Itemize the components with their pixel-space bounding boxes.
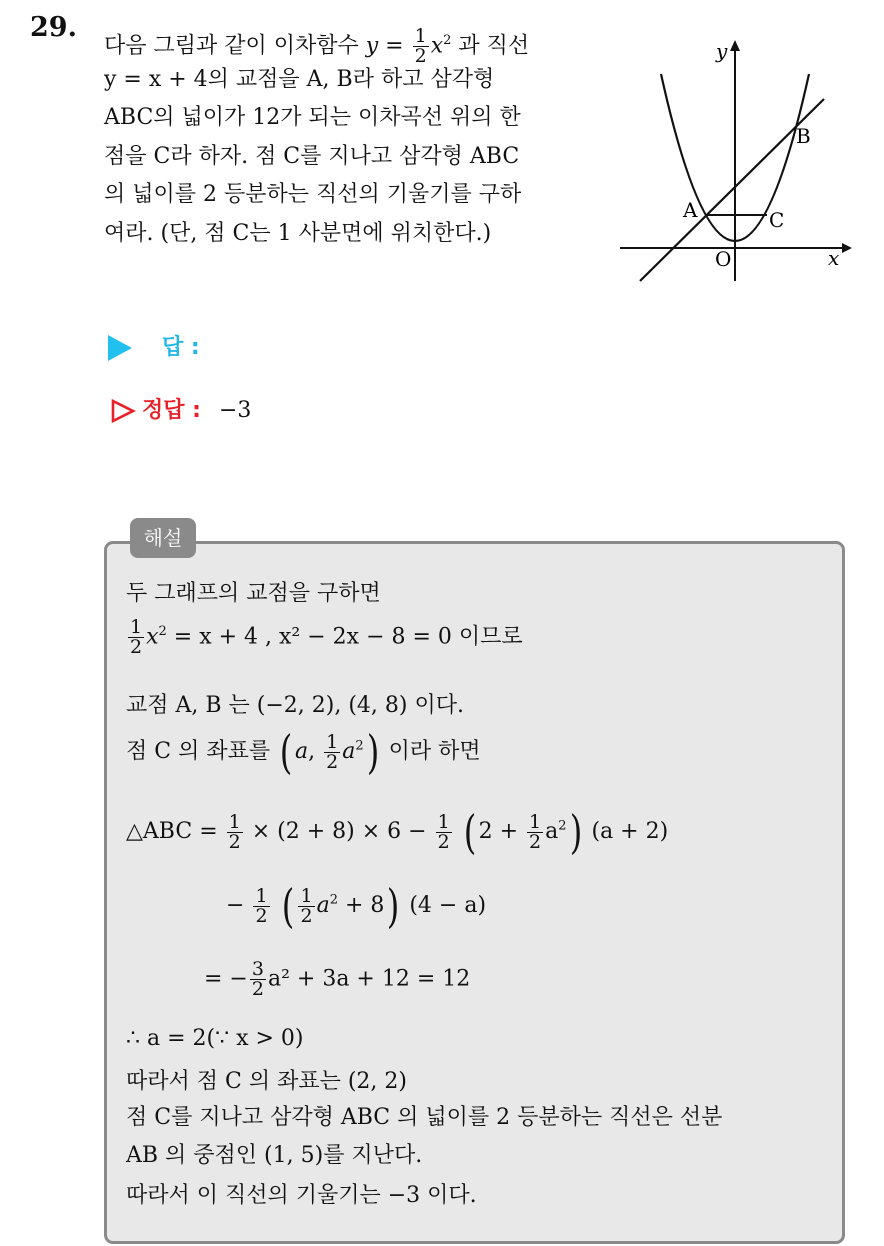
solution-line-5-mid: × (2 + 8) × 6 − bbox=[244, 819, 434, 844]
var-y: y bbox=[365, 33, 379, 59]
fraction-half bbox=[227, 810, 243, 853]
fraction-half bbox=[128, 618, 144, 657]
play-triangle-icon bbox=[108, 335, 132, 361]
numerator: 1 bbox=[255, 884, 268, 907]
solution-line-1: 두 그래프의 교점을 구하면 bbox=[126, 581, 381, 606]
answer-label: 답 : bbox=[162, 335, 200, 360]
fraction-half bbox=[527, 810, 543, 853]
numerator: 1 bbox=[130, 616, 143, 638]
denominator: 2 bbox=[414, 44, 427, 67]
numerator: 1 bbox=[437, 810, 450, 833]
question-line-4: 점을 C라 하자. 점 C를 지나고 삼각형 ABC bbox=[104, 143, 520, 169]
solution-line-2-rest: = x + 4 , x² − 2x − 8 = 0 이므로 bbox=[166, 624, 523, 650]
point-c-label: C bbox=[769, 208, 785, 232]
denominator: 2 bbox=[228, 830, 241, 853]
fraction-half bbox=[324, 730, 340, 773]
point-b-label: B bbox=[796, 124, 811, 148]
origin-label: O bbox=[715, 247, 732, 271]
solution-line-3: 교점 A, B 는 (−2, 2), (4, 8) 이다. bbox=[126, 693, 464, 718]
numerator: 3 bbox=[251, 958, 264, 980]
solution-line-9: 따라서 점 C 의 좌표는 (2, 2) bbox=[126, 1069, 407, 1094]
fraction-half bbox=[253, 884, 269, 927]
question-text bbox=[104, 22, 604, 253]
question-line-6: 여라. (단, 점 C는 1 사분면에 위치한다.) bbox=[104, 220, 492, 246]
question-line-1-b: 과 직선 bbox=[451, 33, 530, 59]
correct-answer-label: 정답 : bbox=[142, 398, 201, 423]
fraction-half bbox=[436, 810, 452, 853]
denominator: 2 bbox=[300, 904, 313, 927]
solution-line-7-tail: a² + 3a + 12 = 12 bbox=[267, 966, 471, 992]
numerator: 1 bbox=[300, 884, 313, 907]
solution-line-10: 점 C를 지나고 삼각형 ABC 의 넓이를 2 등분하는 직선은 선분 bbox=[126, 1105, 723, 1130]
question-line-3: ABC의 넓이가 12가 되는 이차곡선 위의 한 bbox=[104, 105, 521, 130]
question-number: 29. bbox=[30, 12, 77, 43]
fraction-half bbox=[298, 884, 314, 927]
var-x: x bbox=[430, 33, 444, 59]
solution-line-12: 따라서 이 직선의 기울기는 −3 이다. bbox=[126, 1183, 477, 1208]
solution-line-4-pre: 점 C 의 좌표를 bbox=[126, 739, 271, 764]
axis-x-label: x bbox=[828, 246, 840, 270]
solution-line-5: △ABC = $\frac{1}{2}$ × (2 + 8) × 6 − $\frac{1}{2}$ ( 2 + $\frac{1}{2}$ $a^2$) (a + 2) bbox=[126, 805, 669, 859]
fraction-half bbox=[413, 24, 429, 67]
solution-line-4-post: 이라 하면 bbox=[388, 739, 481, 764]
numerator: 1 bbox=[414, 24, 427, 47]
solution-line-4: 점 C 의 좌표를 ( a, $\frac{1}{2}$ $a^2$) 이라 하면 bbox=[126, 725, 481, 779]
question-line-1-a: 다음 그림과 같이 이차함수 bbox=[104, 33, 366, 59]
solution-line-6: − $\frac{1}{2}$ ( $\frac{1}{2}$ $a^2 + 8$) (4 − a) bbox=[226, 879, 487, 933]
x-axis-arrow bbox=[842, 243, 852, 253]
numerator: 1 bbox=[529, 810, 542, 833]
solution-tag: 해설 bbox=[130, 518, 196, 558]
y-axis-arrow bbox=[730, 40, 740, 51]
question-line-1 bbox=[104, 22, 604, 67]
numerator: 1 bbox=[326, 730, 339, 753]
numerator: 1 bbox=[228, 810, 241, 833]
solution-line-2: $\frac{1}{2}$ $x^2 = x + 4$ , x² − 2x − 8 = 0 이므로 bbox=[130, 616, 523, 658]
denominator: 2 bbox=[130, 636, 143, 658]
fraction-three-halves bbox=[250, 960, 266, 999]
solution-line-11: AB 의 중점인 (1, 5)를 지난다. bbox=[126, 1143, 423, 1168]
solution-line-5-tail: (a + 2) bbox=[584, 819, 669, 844]
axis-y-label: y bbox=[716, 39, 728, 63]
answer-row bbox=[108, 330, 200, 361]
denominator: 2 bbox=[529, 830, 542, 853]
denominator: 2 bbox=[326, 750, 339, 773]
question-line-2: y = x + 4의 교점을 A, B라 하고 삼각형 bbox=[104, 66, 495, 92]
solution-line-7: = − $\frac{3}{2}$ a² + 3a + 12 = 12 bbox=[204, 958, 471, 1000]
solution-line-5-pre: △ABC = bbox=[126, 819, 225, 844]
denominator: 2 bbox=[437, 830, 450, 853]
question-line-5: 의 넓이를 2 등분하는 직선의 기울기를 구하 bbox=[104, 182, 522, 207]
outline-triangle-icon bbox=[110, 398, 136, 424]
exponent: 2 bbox=[443, 33, 452, 48]
parabola-line-graph bbox=[616, 36, 856, 286]
denominator: 2 bbox=[255, 904, 268, 927]
equals: = bbox=[378, 33, 411, 59]
denominator: 2 bbox=[251, 978, 264, 1000]
correct-answer-row bbox=[110, 393, 251, 424]
solution-line-6-tail: (4 − a) bbox=[402, 893, 487, 918]
point-a-label: A bbox=[683, 198, 698, 222]
correct-answer-value: −3 bbox=[218, 398, 252, 423]
solution-line-8: ∴ a = 2(∵ x > 0) bbox=[126, 1026, 304, 1051]
